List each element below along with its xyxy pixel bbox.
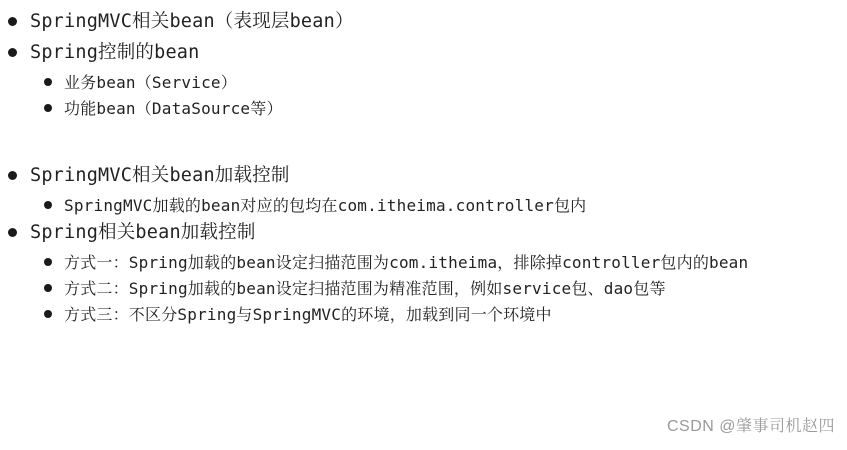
list-item bbox=[0, 162, 847, 190]
bullet-list-springmvc-scope bbox=[0, 193, 847, 219]
list-item bbox=[0, 219, 847, 247]
bullet-list-top bbox=[0, 8, 847, 67]
list-item-label: SpringMVC加载的bean对应的包均在com.itheima.controller包内 bbox=[64, 196, 587, 215]
list-item-label: SpringMVC相关bean加载控制 bbox=[30, 165, 290, 186]
bullet-list-spring-methods bbox=[0, 250, 847, 328]
bullet-dot-icon bbox=[8, 48, 17, 57]
list-item bbox=[0, 193, 847, 219]
bullet-list-springmvc-loading bbox=[0, 162, 847, 190]
bullet-dot-icon bbox=[44, 104, 52, 112]
watermark-text: CSDN @肇事司机赵四 bbox=[666, 418, 835, 435]
list-item-label: Spring相关bean加载控制 bbox=[30, 222, 256, 243]
list-item-label: SpringMVC相关bean（表现层bean） bbox=[30, 11, 354, 32]
list-item-label: 业务bean（Service） bbox=[64, 73, 237, 92]
list-item-label: 方式三：不区分Spring与SpringMVC的环境，加载到同一个环境中 bbox=[64, 305, 552, 324]
bullet-dot-icon bbox=[8, 171, 17, 180]
bullet-dot-icon bbox=[44, 284, 52, 292]
bullet-dot-icon bbox=[44, 310, 52, 318]
section-spacer bbox=[0, 122, 847, 162]
list-item-label: Spring控制的bean bbox=[30, 42, 200, 63]
bullet-dot-icon bbox=[8, 228, 17, 237]
list-item bbox=[0, 39, 847, 67]
bullet-dot-icon bbox=[44, 78, 52, 86]
list-item bbox=[0, 276, 847, 302]
list-item-label: 功能bean（DataSource等） bbox=[64, 99, 283, 118]
bullet-dot-icon bbox=[44, 201, 52, 209]
bullet-list-spring-beans bbox=[0, 70, 847, 122]
bullet-dot-icon bbox=[44, 258, 52, 266]
list-item-label: 方式一：Spring加载的bean设定扫描范围为com.itheima，排除掉controller包内的bean bbox=[64, 253, 749, 272]
list-item-label: 方式二：Spring加载的bean设定扫描范围为精准范围，例如service包、dao包等 bbox=[64, 279, 666, 298]
list-item bbox=[0, 302, 847, 328]
list-item bbox=[0, 70, 847, 96]
bullet-list-spring-loading bbox=[0, 219, 847, 247]
list-item bbox=[0, 96, 847, 122]
list-item bbox=[0, 250, 847, 276]
bullet-dot-icon bbox=[8, 17, 17, 26]
list-item bbox=[0, 8, 847, 36]
